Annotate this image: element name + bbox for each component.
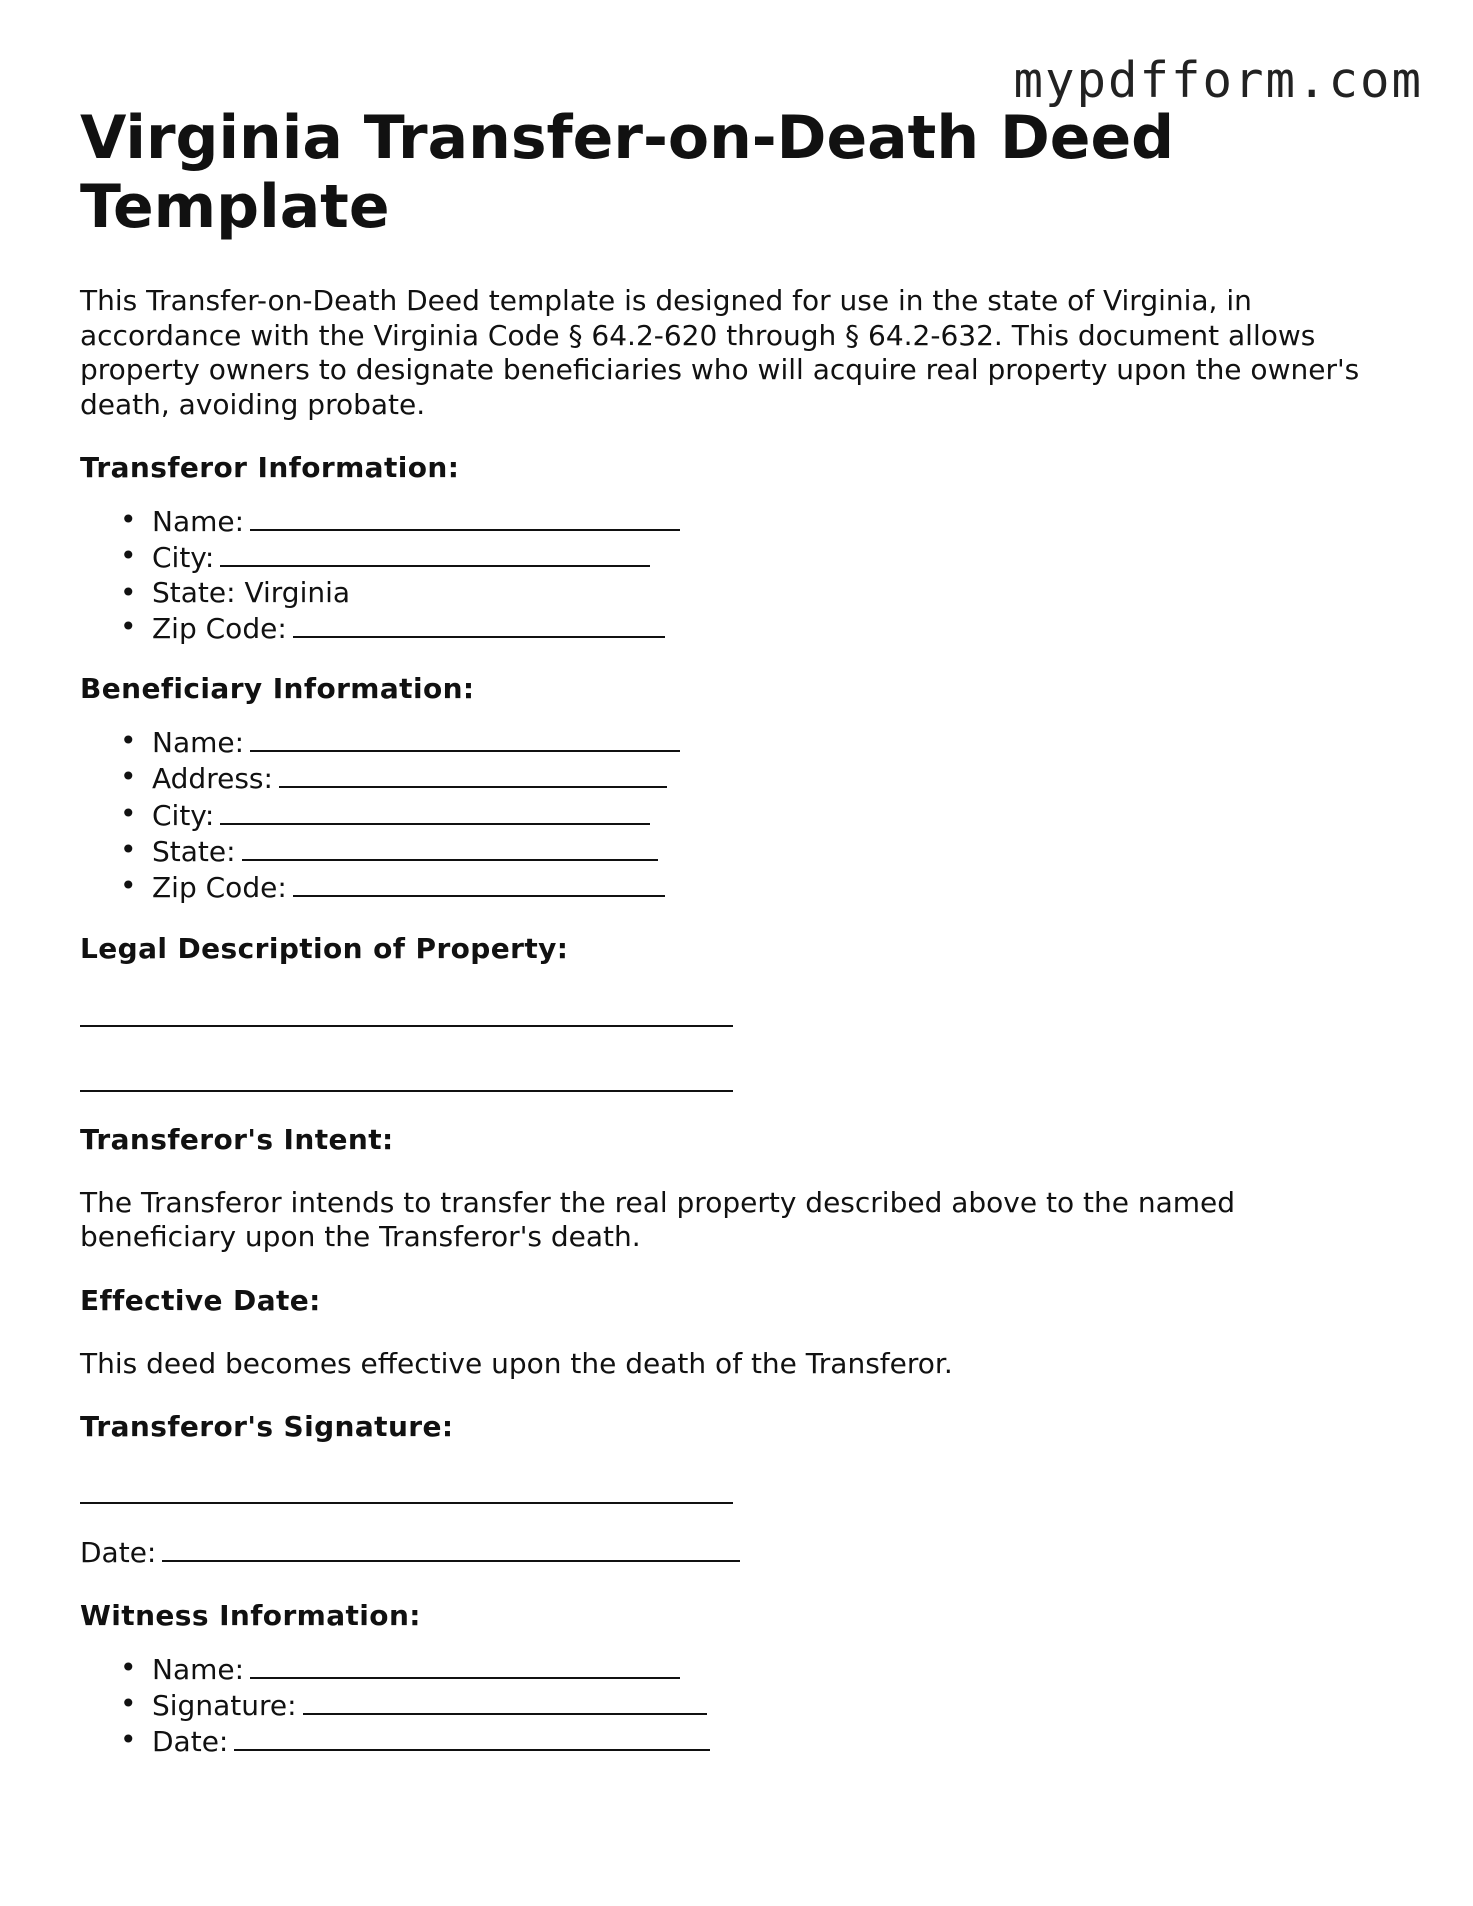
beneficiary-heading: Beneficiary Information: (80, 672, 475, 706)
document-title: Virginia Transfer-on-Death Deed Template (80, 103, 1175, 242)
beneficiary-name-item (80, 724, 1380, 760)
field-label: City: (152, 798, 215, 832)
transferor-state-value: Virginia (244, 575, 351, 609)
bullet-icon: • (120, 833, 137, 867)
legal-description-heading: Legal Description of Property: (80, 931, 569, 965)
witness-heading: Witness Information: (80, 1598, 421, 1632)
field-label: City: (152, 541, 215, 575)
witness-name-field[interactable] (250, 1651, 680, 1679)
bullet-icon: • (120, 724, 137, 758)
document-page (80, 104, 1380, 1760)
witness-date-field[interactable] (234, 1723, 710, 1751)
bullet-icon: • (120, 1723, 137, 1757)
bullet-icon: • (120, 503, 137, 536)
intent-heading: Transferor's Intent: (80, 1122, 394, 1156)
witness-signature-item (80, 1687, 1380, 1723)
bullet-icon: • (120, 539, 137, 573)
field-label: Name: (152, 505, 245, 538)
beneficiary-city-item (80, 797, 1380, 833)
beneficiary-zip-field[interactable] (293, 869, 665, 897)
beneficiary-city-field[interactable] (220, 797, 650, 825)
witness-signature-field[interactable] (303, 1687, 707, 1715)
transferor-city-item (80, 539, 1380, 575)
beneficiary-state-field[interactable] (242, 833, 658, 861)
field-label: Zip Code: (152, 871, 287, 905)
transferor-state-item (80, 576, 1380, 610)
field-label: Signature: (152, 1688, 297, 1722)
transferor-fields (80, 503, 1380, 646)
bullet-icon: • (120, 869, 137, 903)
transferor-signature-line[interactable] (80, 1502, 733, 1504)
bullet-icon: • (120, 1650, 137, 1684)
site-watermark: mypdfform.com (1013, 52, 1423, 109)
witness-name-item (80, 1651, 1380, 1687)
transferor-heading: Transferor Information: (80, 451, 460, 484)
field-label: Name: (152, 726, 245, 760)
field-label: Name: (152, 1652, 245, 1686)
field-label: Date: (152, 1725, 229, 1759)
transferor-city-field[interactable] (220, 539, 650, 567)
field-label: State: (152, 835, 236, 869)
field-label: Zip Code: (152, 611, 287, 645)
field-label: Address: (152, 762, 273, 796)
legal-description-line-1[interactable] (80, 1025, 733, 1027)
transferor-zip-field[interactable] (293, 610, 665, 638)
effective-date-heading: Effective Date: (80, 1283, 321, 1317)
beneficiary-address-field[interactable] (279, 760, 667, 788)
witness-date-item (80, 1723, 1380, 1759)
intro-paragraph: This Transfer-on-Death Deed template is designed for use in the state of Virginia, in accordance with the Virginia Code § 64.2-620 through § 64.2-632. This document allows property owners to designate beneficiaries who will acquire real property upon the owner's death, avoiding probate. (80, 284, 1360, 421)
transferor-name-field[interactable] (250, 503, 680, 531)
field-label: State: (152, 575, 236, 609)
signature-date-row (80, 1534, 1380, 1571)
signature-date-label: Date: (80, 1536, 157, 1570)
beneficiary-name-field[interactable] (250, 724, 680, 752)
signature-heading: Transferor's Signature: (80, 1410, 454, 1444)
transferor-name-item (80, 503, 1380, 539)
bullet-icon: • (120, 609, 137, 643)
signature-date-field[interactable] (162, 1534, 740, 1562)
beneficiary-address-item (80, 760, 1380, 796)
intent-text: The Transferor intends to transfer the real property described above to the named beneficiary upon the Transferor's death. (80, 1185, 1236, 1254)
transferor-zip-item (80, 610, 1380, 646)
effective-date-text: This deed becomes effective upon the death of the Transferor. (80, 1346, 953, 1380)
beneficiary-fields (80, 724, 1380, 905)
bullet-icon: • (120, 1686, 137, 1720)
bullet-icon: • (120, 575, 137, 609)
beneficiary-state-item (80, 833, 1380, 869)
beneficiary-zip-item (80, 869, 1380, 905)
witness-fields (80, 1651, 1380, 1760)
legal-description-line-2[interactable] (80, 1090, 733, 1092)
bullet-icon: • (120, 760, 137, 794)
bullet-icon: • (120, 796, 137, 830)
